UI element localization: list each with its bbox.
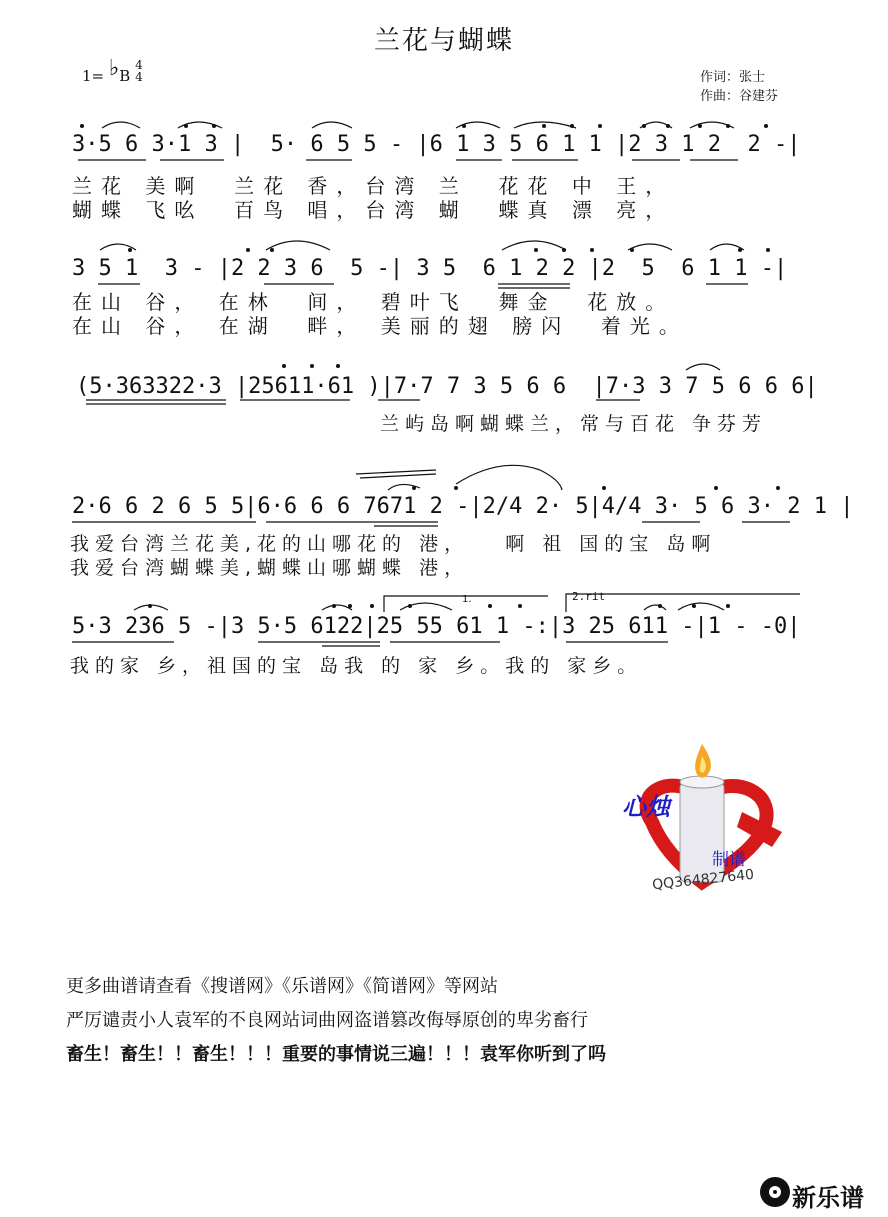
logo-qq: QQ364827640 (651, 866, 755, 894)
brand-name: 新乐谱 (792, 1184, 864, 1212)
notice-line-2: 严厉谴责小人袁军的不良网站词曲网盗谱篡改侮辱原创的卑劣畜行 (66, 1010, 588, 1031)
score-line-1-lyric-a: 兰花 美啊 兰花 香，台湾 兰 花花 中 王， (72, 174, 675, 198)
time-top: 4 (135, 58, 143, 72)
volta-1-label: 1. (462, 594, 472, 605)
slur (102, 122, 140, 128)
score-line-2-lyric-b: 在山 谷， 在湖 畔， 美丽的翅 膀闪 着光。 (72, 314, 688, 338)
score-line-2-notes: 3 5 1 3 - |2 2 3 6 5 -| 3 5 6 1 2 2 |2 5 6 1 1 -| (72, 256, 788, 281)
score-line-5-lyric-a: 我的家 乡，祖国的宝 岛我 的 家 乡。我的 家乡。 (70, 655, 643, 677)
score-line-4-lyric-b: 我爱台湾蝴蝶美,蝴蝶山哪蝴蝶 港， (70, 557, 470, 579)
score-line-4-lyric-a: 我爱台湾兰花美,花的山哪花的 港， 啊 祖 国的宝 岛啊 (70, 533, 717, 555)
flat-symbol: ♭ (108, 56, 120, 81)
notice-line-1: 更多曲谱请查看《搜谱网》《乐谱网》《简谱网》等网站 (66, 976, 498, 997)
volta-2-label: 2.rit (572, 590, 606, 603)
key-note: B (119, 67, 131, 85)
score-line-3-notes: (5·363322·3 |25611·61 )|7·7 7 3 5 6 6 |7·3 3 7 5 6 6 6| (76, 374, 818, 399)
vinyl-record-icon (760, 1177, 790, 1207)
score-line-5-notes: 5·3 236 5 -|3 5·5 6122|25 55 61 1 -:|3 25 611 -|1 - -0| (72, 614, 801, 639)
score-line-3-lyric-a: 兰屿岛啊蝴蝶兰，常与百花 争芬芳 (380, 413, 768, 435)
song-title: 兰花与蝴蝶 (373, 26, 514, 56)
notice-line-3: 畜生！畜生！！畜生！！！重要的事情说三遍！！！袁军你听到了吗 (66, 1044, 606, 1065)
composer: 作曲：谷建芬 (700, 89, 779, 104)
key-prefix: 1= (82, 67, 105, 85)
score-line-1-lyric-b: 蝴蝶 飞吆 百鸟 唱，台湾 蝴 蝶真 漂 亮， (72, 198, 675, 222)
logo-signature: 心烛 (622, 792, 670, 821)
logo-label: 制谱 (712, 850, 746, 870)
lyricist: 作词：张士 (700, 70, 766, 85)
score-line-1-notes: 3·5 6 3·1 3 | 5· 6 5 5 - |6 1 3 5 6 1 1 |2 3 1 2 2 -| (72, 132, 801, 157)
score-line-4-notes: 2·6 6 2 6 5 5|6·6 6 6 7671 2 -|2/4 2· 5|4/4 3· 5 6 3· 2 1 | (72, 494, 854, 519)
time-bottom: 4 (135, 70, 143, 84)
score-line-2-lyric-a: 在山 谷， 在林 间， 碧叶飞 舞金 花放。 (72, 290, 675, 314)
